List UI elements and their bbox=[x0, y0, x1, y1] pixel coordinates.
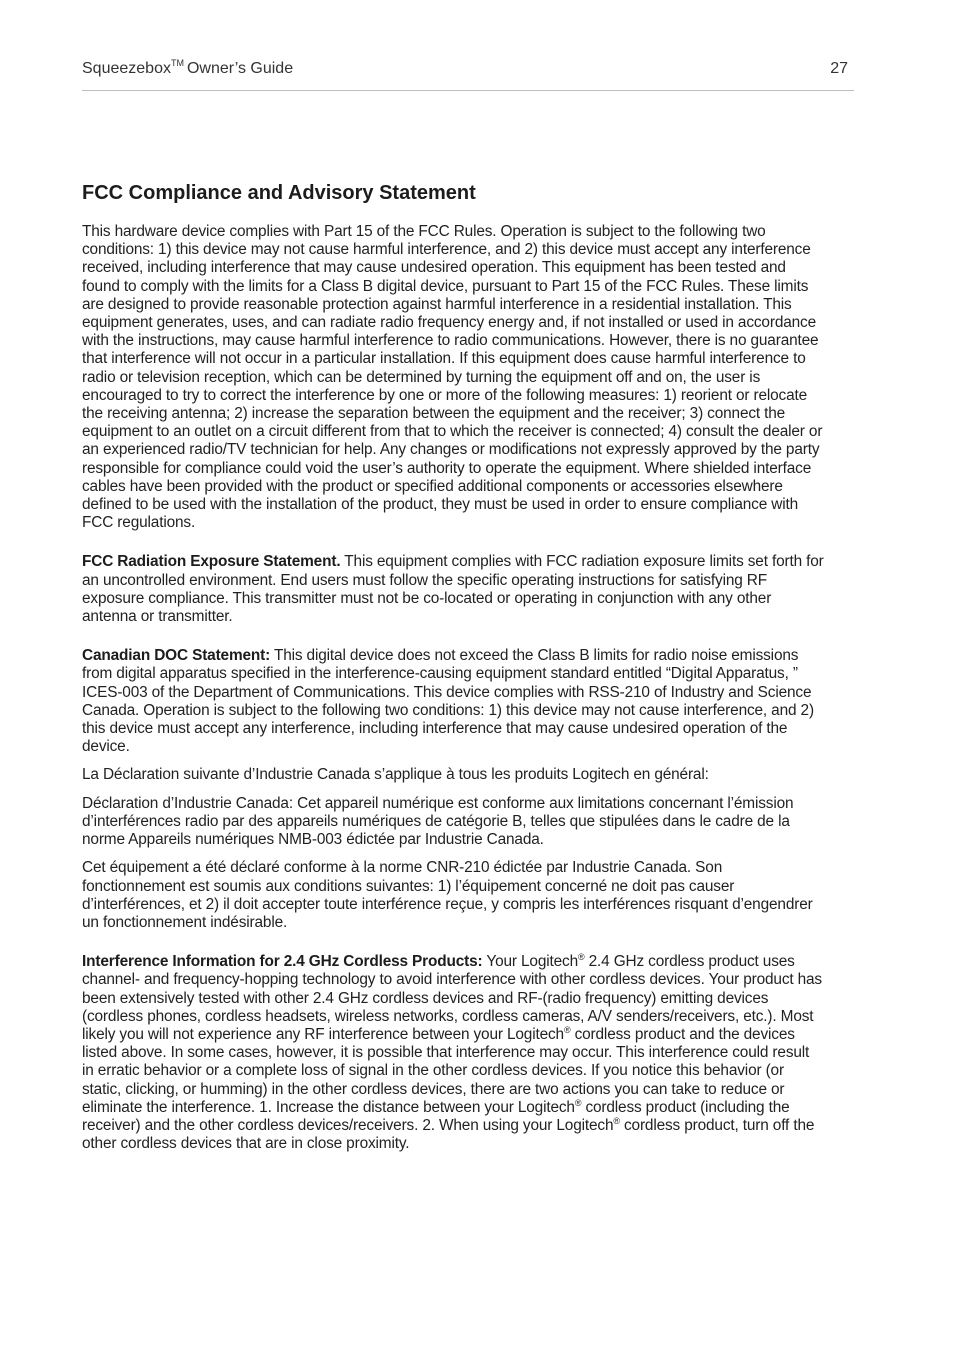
trademark-mark: TM bbox=[170, 58, 184, 68]
interference-text-1: Your Logitech bbox=[482, 953, 579, 971]
interference-text-4: cordless product (including the receiver) and the other cordless devices/receivers. 2. When using your Logitech bbox=[82, 1098, 790, 1134]
registered-mark: ® bbox=[563, 1024, 571, 1035]
canadian-paragraph bbox=[82, 647, 824, 756]
page-header bbox=[82, 58, 854, 91]
fcc-paragraph: This hardware device complies with Part 15 of the FCC Rules. Operation is subject to the following two conditions: 1) this device may not cause harmful interference, and 2) this device must accept any interference received, including interference that may cause undesired operation. This equipment has been tested and found to comply with the limits for a Class B digital device, pursuant to Part 15 of the FCC Rules. These limits are designed to provide reasonable protection against harmful interference in a residential installation. This equipment generates, uses, and can radiate radio frequency energy and, if not installed or used in accordance with the instructions, may cause harmful interference to radio communications. However, there is no guarantee that interference will not occur in a particular installation. If this equipment does cause harmful interference to radio or television reception, which can be determined by turning the equipment off and on, the user is encouraged to try to correct the interference by one or more of the following measures: 1) reorient or relocate the receiving antenna; 2) increase the separation between the equipment and the receiver; 3) connect the equipment to an outlet on a circuit different from that to which the receiver is connected; 4) consult the dealer or an experienced radio/TV technician for help. Any changes or modifications not expressly approved by the party responsible for compliance could void the user’s authority to operate the equipment. Where shielded interface cables have been provided with the product or specified additional components or accessories elsewhere defined to be used with the installation of the product, they must be used in order to ensure compliance with FCC regulations. bbox=[82, 223, 823, 532]
french-paragraph-1: La Déclaration suivante d’Industrie Canada s’applique à tous les produits Logitech en général: bbox=[82, 766, 709, 784]
document-title bbox=[82, 60, 293, 78]
interference-text-3: cordless product and the devices listed above. In some cases, however, it is possible that interference may occur. This interference could result in erratic behavior or a complete loss of signal in the other cordless devices. If you notice this behavior (or static, clicking, or humming) in the other cordless devices, there are two actions you can take to reduce or eliminate the interference. 1. Increase the distance between your Logitech bbox=[82, 1025, 810, 1116]
page-content bbox=[82, 182, 824, 1163]
product-name: Squeezebox bbox=[82, 60, 171, 77]
registered-mark: ® bbox=[574, 1097, 582, 1108]
guide-label: Owner’s Guide bbox=[186, 60, 294, 77]
interference-label: Interference Information for 2.4 GHz Cordless Products: bbox=[82, 953, 483, 971]
registered-mark: ® bbox=[613, 1115, 620, 1126]
radiation-paragraph bbox=[82, 553, 824, 626]
interference-text-5: cordless product, turn off the other cordless devices that are in close proximity. bbox=[82, 1116, 815, 1153]
radiation-text: This equipment complies with FCC radiation exposure limits set forth for an uncontrolled environment. End users must follow the specific operating instructions for satisfying RF exposure compliance. This transmitter must not be co-located or operating in conjunction with any other antenna or transmitter. bbox=[82, 553, 824, 626]
page-number: 27 bbox=[830, 60, 848, 77]
section-title: FCC Compliance and Advisory Statement bbox=[82, 182, 476, 204]
canadian-text: This digital device does not exceed the Class B limits for radio noise emissions from digital apparatus specified in the interference-causing equipment standard entitled “Digital Apparatus, ” ICES-003 of the Department of Communications. This device complies with RSS-210 of Industry and Science Canada. Operation is subject to the following two conditions: 1) this device may not cause interference, and 2) this device must accept any interference, including interference that may cause undesired operation of the device. bbox=[82, 647, 814, 756]
registered-mark: ® bbox=[578, 951, 585, 962]
interference-paragraph bbox=[82, 953, 824, 1153]
french-paragraph-3: Cet équipement a été déclaré conforme à la norme CNR-210 édictée par Industrie Canada. Son fonctionnement est soumis aux conditions suivantes: 1) l’équipement concerné ne doit pas causer d’interférences, et 2) il doit accepter toute interférence reçue, y compris les interférences risquant d’engendrer un fonctionnement indésirable. bbox=[82, 859, 813, 931]
canadian-label: Canadian DOC Statement: bbox=[82, 647, 271, 665]
radiation-label: FCC Radiation Exposure Statement. bbox=[82, 553, 341, 571]
interference-text-2: 2.4 GHz cordless product uses channel- and frequency-hopping technology to avoid interference with other cordless devices. Your product has been extensively tested with other 2.4 GHz cordless devices and RF-(radio frequency) emitting devices (cordless phones, cordless headsets, wireless networks, cordless cameras, A/V senders/receivers, etc.). Most likely you will not experience any RF interference between your Logitech bbox=[82, 953, 822, 1043]
french-paragraph-2: Déclaration d’Industrie Canada: Cet appareil numérique est conforme aux limitations concernant l’émission d’interférences radio par des appareils numériques de catégorie B, telles que stipulées dans le cadre de la norme Appareils numériques NMB-003 édictée par Industrie Canada. bbox=[82, 794, 794, 849]
